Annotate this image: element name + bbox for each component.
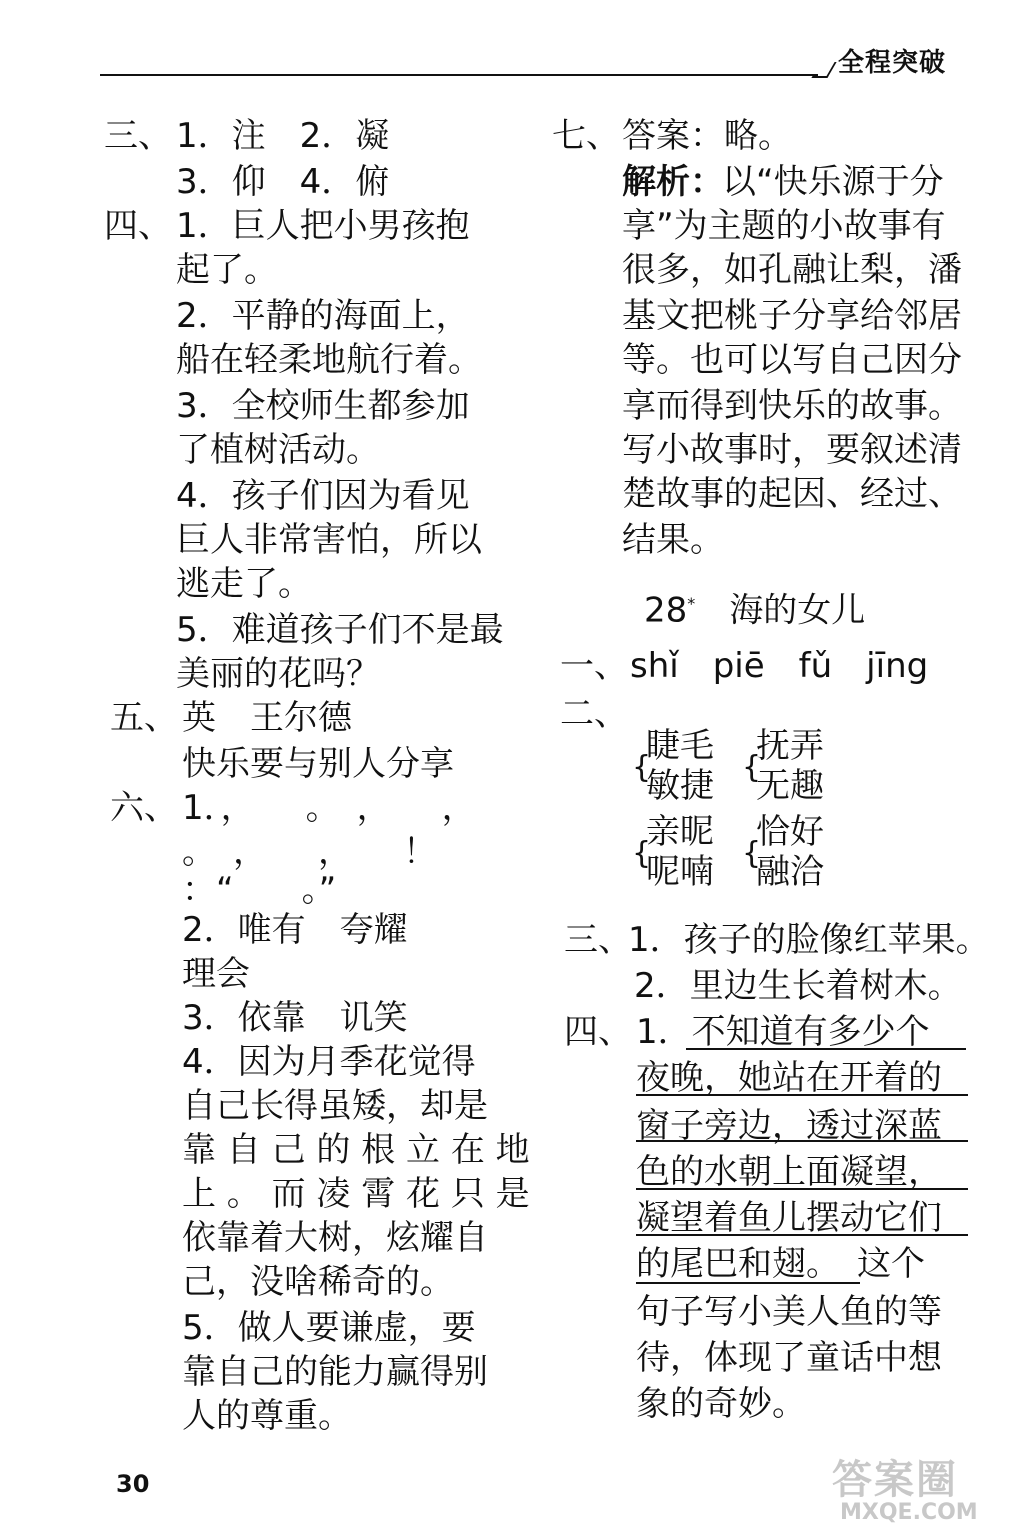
s4-line: 美丽的花吗？	[176, 654, 380, 694]
r4-line: 象的奇妙。	[636, 1384, 806, 1424]
s4-line: 起了。	[176, 250, 278, 290]
r3-line-1: 1．孩子的脸像红苹果。	[628, 920, 990, 960]
r4-line: 的尾巴和翅。 这个	[636, 1244, 925, 1284]
watermark-url: MXQE.COM	[840, 1500, 978, 1525]
r4-line: 窗子旁边，透过深蓝	[636, 1106, 942, 1146]
r2-word: 融洽	[756, 852, 824, 892]
s4-line: 了植树活动。	[176, 430, 380, 470]
s4-line: 1．巨人把小男孩抱	[176, 206, 470, 246]
s7-analysis-line: 等。也可以写自己因分	[622, 340, 962, 380]
s7-analysis-label: 解析：	[622, 162, 724, 202]
r3-mark: 三、	[564, 920, 632, 960]
s5-line-1: 英 王尔德	[182, 698, 352, 738]
r2-word: 亲昵	[646, 812, 714, 852]
r2-word: 抚弄	[756, 726, 824, 766]
section-3-mark: 三、	[104, 116, 172, 156]
page-number: 30	[116, 1470, 150, 1498]
brace-icon: {	[742, 836, 762, 871]
s6-q5-line: 人的尊重。	[182, 1396, 352, 1436]
s6-q4-line: 靠 自 己 的 根 立 在 地	[182, 1130, 530, 1170]
s7-analysis-line: 楚故事的起因、经过、	[622, 474, 962, 514]
underline	[636, 1140, 968, 1142]
s6-punct-2: 。 ， ， ！	[182, 832, 437, 872]
s6-punct-3: ：“ 。”	[182, 870, 337, 910]
s7-analysis-line: 基文把桃子分享给邻居	[622, 296, 962, 336]
s6-q5-line: 靠自己的能力赢得别	[182, 1352, 488, 1392]
s6-q4-line: 上 。 而 凌 霄 花 只 是	[182, 1174, 530, 1214]
s3-line-2: 3．仰 4．俯	[176, 162, 390, 202]
r4-line: 色的水朝上面凝望，	[636, 1152, 942, 1192]
section-4-mark: 四、	[104, 206, 172, 246]
r4-line: 1．不知道有多少个	[636, 1012, 930, 1052]
r3-line-2: 2．里边生长着树木。	[634, 966, 962, 1006]
s7-analysis-line: 享”为主题的小故事有	[622, 206, 946, 246]
r2-word: 恰好	[756, 812, 824, 852]
r4-line: 句子写小美人鱼的等	[636, 1292, 942, 1332]
underline	[636, 1234, 968, 1236]
s6-q4-line: 依靠着大树，炫耀自	[182, 1218, 488, 1258]
r2-word: 敏捷	[646, 766, 714, 806]
r2-mark: 二、	[560, 694, 628, 734]
s7-analysis-line: 写小故事时，要叙述清	[622, 430, 962, 470]
brace-icon: {	[742, 750, 762, 785]
r2-word: 睫毛	[646, 726, 714, 766]
s7-answer: 答案：略。	[622, 116, 792, 156]
section-6-mark: 六、	[110, 788, 178, 828]
s6-q5-line: 5．做人要谦虚，要	[182, 1308, 476, 1348]
underline	[636, 1282, 860, 1284]
section-7-mark: 七、	[552, 116, 620, 156]
header-rule	[100, 74, 818, 76]
s6-q4-line: 4．因为月季花觉得	[182, 1042, 476, 1082]
underline	[636, 1094, 968, 1096]
s4-line: 3．全校师生都参加	[176, 386, 470, 426]
r4-mark: 四、	[564, 1012, 632, 1052]
s6-q4-line: 自己长得虽矮，却是	[182, 1086, 488, 1126]
s7-analysis-line: 享而得到快乐的故事。	[622, 386, 962, 426]
s4-line: 4．孩子们因为看见	[176, 476, 470, 516]
s4-line: 逃走了。	[176, 564, 312, 604]
s7-analysis-line: 很多，如孔融让梨，潘	[622, 250, 962, 290]
lesson-star: *	[687, 594, 696, 613]
lesson-number: 28	[644, 590, 688, 631]
header-title: 全程突破	[838, 48, 947, 78]
s3-line-1: 1．注 2．凝	[176, 116, 390, 156]
r2-word: 呢喃	[646, 852, 714, 892]
s6-q2b: 理会	[182, 954, 250, 994]
r2-word: 无趣	[756, 766, 824, 806]
underline	[686, 1048, 966, 1050]
underline	[636, 1188, 968, 1190]
s5-line-2: 快乐要与别人分享	[182, 744, 454, 784]
lesson-heading	[644, 582, 865, 632]
header-rule-hook	[811, 62, 836, 78]
s4-line: 2．平静的海面上，	[176, 296, 470, 336]
r1-mark: 一、	[560, 646, 628, 686]
s6-q2a: 2．唯有 夸耀	[182, 910, 408, 950]
s4-line: 巨人非常害怕，所以	[176, 520, 482, 560]
r1-pinyin: shǐ piē fǔ jīng	[630, 646, 929, 686]
brace-icon: {	[632, 836, 652, 871]
lesson-title: 海的女儿	[729, 590, 866, 631]
s7-analysis-first: 以“快乐源于分	[722, 162, 944, 202]
s4-line: 5．难道孩子们不是最	[176, 610, 504, 650]
brace-icon: {	[632, 750, 652, 785]
watermark-logo: 答案圈	[832, 1457, 958, 1503]
section-5-mark: 五、	[110, 698, 178, 738]
r4-line: 夜晚，她站在开着的	[636, 1058, 942, 1098]
s6-punct-1: 1．， 。 ， ，	[182, 788, 476, 828]
s7-analysis-line: 结果。	[622, 520, 724, 560]
r4-line: 待，体现了童话中想	[636, 1338, 942, 1378]
r4-line: 凝望着鱼儿摆动它们	[636, 1198, 942, 1238]
s6-q4-line: 己，没啥稀奇的。	[182, 1262, 454, 1302]
s4-line: 船在轻柔地航行着。	[176, 340, 482, 380]
s6-q3: 3．依靠 讥笑	[182, 998, 408, 1038]
